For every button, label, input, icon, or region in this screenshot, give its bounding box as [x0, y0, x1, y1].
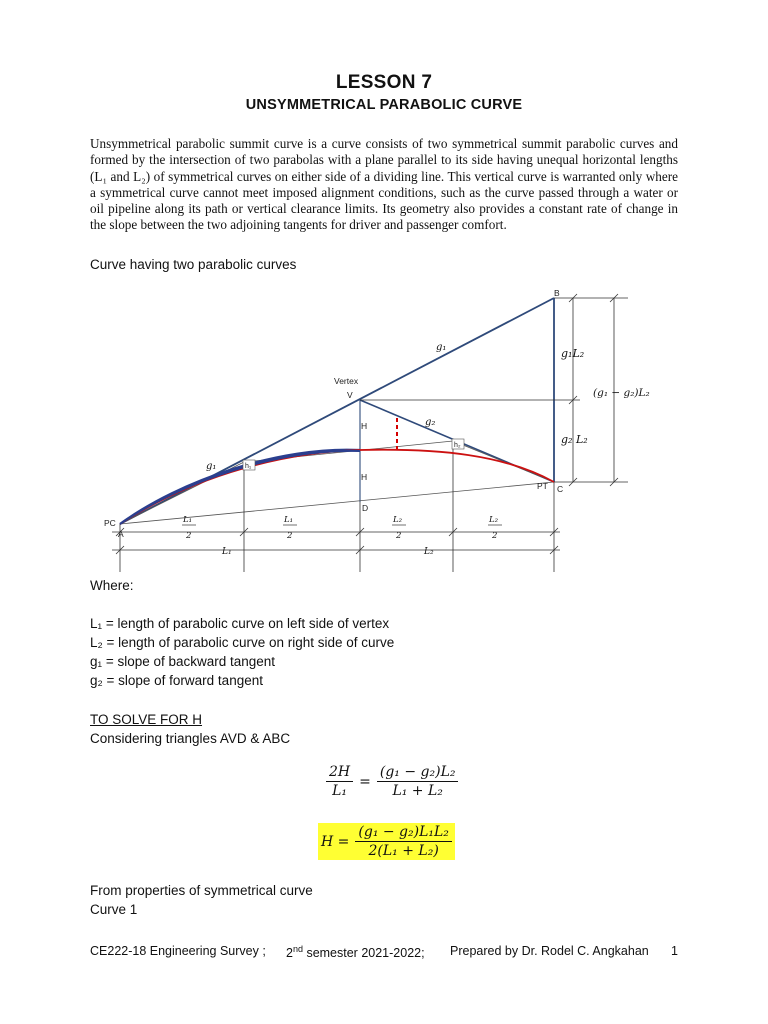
definition-g1: g₁ = slope of backward tangent	[90, 654, 276, 669]
label-g2: g₂	[425, 417, 436, 428]
label-g1-top: g₁	[436, 342, 447, 353]
footer-course: CE222-18 Engineering Survey ;	[90, 944, 266, 958]
label-point-v: V	[347, 390, 353, 400]
curve-1-label: Curve 1	[90, 902, 138, 917]
label-point-a: A	[118, 529, 124, 539]
definition-l2: L₂ = length of parabolic curve on right side of curve	[90, 635, 395, 650]
label-l1: L₁	[222, 547, 232, 557]
label-l2-half-right	[488, 515, 502, 541]
label-g1-left: g₁	[206, 461, 217, 472]
svg-text:L₁: L₁	[284, 515, 294, 525]
equation-h-highlighted	[318, 823, 455, 860]
label-vertex: Vertex	[334, 376, 359, 386]
definition-g2: g₂ = slope of forward tangent	[90, 673, 263, 688]
eq1-lhs: $\frac{2H}{\text{L₁}}$	[326, 764, 353, 799]
svg-text:L₂: L₂	[393, 515, 403, 525]
label-g1l2: g₁L₂	[561, 347, 585, 360]
footer-page-number: 1	[671, 944, 678, 958]
svg-text:2: 2	[492, 531, 498, 541]
eq1-rhs: $\frac{\text{(g₁ − g₂)L₂}}{\text{L₁ + L₂}}$	[377, 764, 459, 799]
svg-text:L₁: L₁	[183, 515, 193, 525]
solve-for-h-heading: TO SOLVE FOR H	[90, 712, 203, 727]
label-l2: L₂	[424, 547, 434, 557]
diagram-caption: Curve having two parabolic curves	[90, 257, 297, 272]
lesson-subtitle: UNSYMMETRICAL PARABOLIC CURVE	[245, 97, 523, 113]
label-l1-half-left	[182, 515, 196, 541]
intro-paragraph: Unsymmetrical parabolic summit curve is a curve consists of two symmetrical summit parabolic curves and formed by the intersection of two parabolas with a plane parallel to its side having unequal horizontal lengths (L₁ and L₂) of symmetrical curves on either side of a dividing line. This vertical curve is warranted only where a symmetrical curve cannot meet imposed alignment conditions, such as the curve passed through a water or oil pipeline along its path or vertical clearance limits. Its geometry also provides a constant rate of change in the slope between the two adjoining tangents for driver and passenger comfort.	[90, 136, 678, 233]
svg-text:L₂: L₂	[489, 515, 499, 525]
label-h-bottom: H	[361, 472, 368, 482]
equation-similar-triangles	[326, 764, 458, 799]
label-g2l2: g₂ L₂	[561, 433, 588, 446]
label-pc: PC	[104, 518, 116, 528]
label-g1g2l2: (g₁ − g₂)L₂	[593, 387, 650, 399]
lesson-title: LESSON 7	[335, 72, 433, 93]
eq2-rhs: $\frac{\text{(g₁ − g₂)L₁L₂}}{\text{2(L₁ + L₂)}}$	[355, 824, 452, 859]
label-l1-half-right	[283, 515, 297, 541]
eq1-equals: =	[359, 773, 371, 790]
footer-semester: 2nd semester 2021-2022;	[286, 944, 425, 961]
label-point-c: C	[557, 484, 564, 494]
label-h-top: H	[361, 421, 368, 431]
svg-text:2: 2	[396, 531, 402, 541]
label-point-b: B	[554, 288, 560, 298]
label-h1: h₁	[245, 463, 252, 470]
label-pt: PT	[537, 481, 548, 491]
properties-text: From properties of symmetrical curve	[90, 883, 313, 898]
label-h2: h₂	[454, 442, 461, 449]
eq2-lhs: H =	[321, 833, 350, 850]
footer-prepared-by: Prepared by Dr. Rodel C. Angkahan	[450, 944, 649, 958]
svg-text:2: 2	[287, 531, 293, 541]
where-label: Where:	[90, 578, 134, 593]
label-point-d: D	[362, 503, 369, 513]
triangles-text: Considering triangles AVD & ABC	[90, 731, 291, 746]
label-l2-half-left	[392, 515, 406, 541]
definition-l1: L₁ = length of parabolic curve on left side of vertex	[90, 616, 390, 631]
svg-text:2: 2	[186, 531, 192, 541]
